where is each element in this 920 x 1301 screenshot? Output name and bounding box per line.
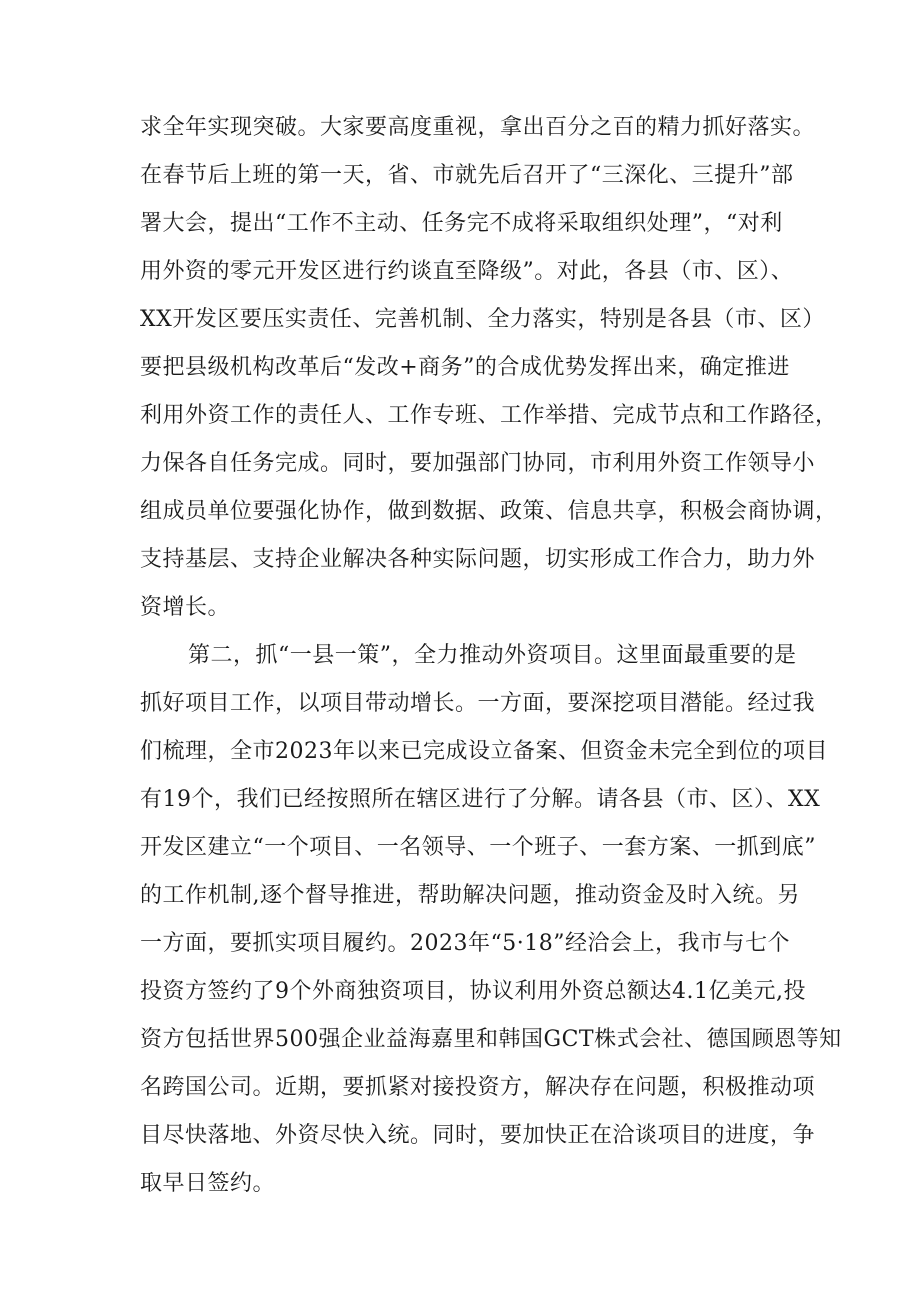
paragraph-first-line: 第二，抓“一县一策”，全力推动外资项目。这里面最重要的是 <box>188 643 797 668</box>
text-line: 取早日签约。 <box>140 1171 276 1196</box>
text-line: 求全年实现突破。大家要高度重视，拿出百分之百的精力抓好落实。 <box>140 115 816 140</box>
text-line: 署大会，提出“工作不主动、任务完不成将采取组织处理”，“对利 <box>140 211 783 236</box>
text-line: 名跨国公司。近期，要抓紧对接投资方，解决存在问题，积极推动项 <box>140 1075 816 1100</box>
text-line: 利用外资工作的责任人、工作专班、工作举措、完成节点和工作路径， <box>140 403 838 428</box>
text-line: 在春节后上班的第一天，省、市就先后召开了“三深化、三提升”部 <box>140 163 794 188</box>
text-line: 抓好项目工作，以项目带动增长。一方面，要深挖项目潜能。经过我 <box>140 691 816 716</box>
text-line: 的工作机制,逐个督导推进，帮助解决问题，推动资金及时入统。另 <box>140 883 800 908</box>
text-line: XX开发区要压实责任、完善机制、全力落实，特别是各县（市、区） <box>140 307 825 332</box>
text-line: 有19个，我们已经按照所在辖区进行了分解。请各县（市、区）、XX <box>140 787 821 812</box>
text-line: 要把县级机构改革后“发改+商务”的合成优势发挥出来，确定推进 <box>140 355 790 380</box>
text-line: 一方面，要抓实项目履约。2023年“5·18”经洽会上，我市与七个 <box>140 931 790 956</box>
text-line: 资方包括世界500强企业益海嘉里和韩国GCT株式会社、德国顾恩等知 <box>140 1027 842 1052</box>
text-line: 组成员单位要强化协作，做到数据、政策、信息共享，积极会商协调， <box>140 499 838 524</box>
text-line: 开发区建立“一个项目、一名领导、一个班子、一套方案、一抓到底” <box>140 835 816 860</box>
text-line: 支持基层、支持企业解决各种实际问题，切实形成工作合力，助力外 <box>140 547 816 572</box>
text-line: 用外资的零元开发区进行约谈直至降级”。对此，各县（市、区）、 <box>140 259 794 284</box>
text-line: 资增长。 <box>140 595 231 620</box>
text-line: 投资方签约了9个外商独资项目，协议利用外资总额达4.1亿美元,投 <box>140 979 806 1004</box>
text-line: 们梳理，全市2023年以来已完成设立备案、但资金未完全到位的项目 <box>140 739 828 764</box>
text-line: 力保各自任务完成。同时，要加强部门协同，市利用外资工作领导小 <box>140 451 816 476</box>
text-line: 目尽快落地、外资尽快入统。同时，要加快正在洽谈项目的进度，争 <box>140 1123 816 1148</box>
